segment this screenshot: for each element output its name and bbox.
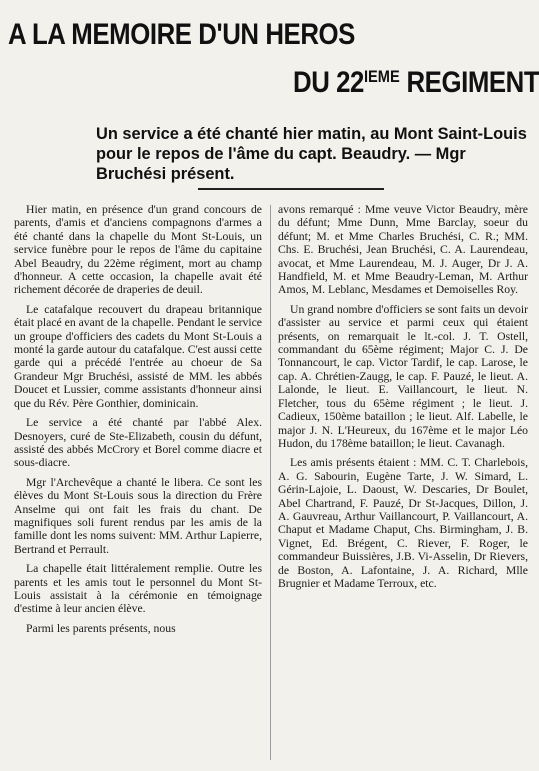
headline-line-1: A LA MEMOIRE D'UN HEROS (8, 18, 355, 51)
article-paragraph: Les amis présents étaient : MM. C. T. Charlebois, A. G. Sabourin, Eugène Tarte, J. W. Simard, L. Gérin-Lajoie, L. Daoust, W. Descaries, Dr Boulet, Abel Chartrand, F. Pauzé, Dr St-Jacques, Dillon, J. A. Gauvreau, Arthur Vaillancourt, P. Vaillancourt, A. Chaput et Madame Chaput, Chs. Birmingham, J. B. Vignet, Ed. Brégent, C. Riever, F. Roger, le commandeur Buissières, J.B. Vi-Asselin, Dr Rievers, de Boston, A. Lafontaine, J. A. Richard, Mlle Brugnier et Madame Terroux, etc. (278, 456, 528, 590)
article-paragraph: Parmi les parents présents, nous (26, 621, 176, 635)
article-paragraph: avons remarqué : Mme veuve Victor Beaudry, mère du défunt; Mme Dunn, Mme Barclay, soeur du défunt; M. et Mme Charles Bruchési, C. R.; MM. Chs. E. Bruchési, Jean Bruchési, C. A. Laurendeau, avocat, et Mme Laurendeau, M. J. Auger, Dr J. A. Handfield, M. et Mme Beaudry-Leman, M. Arthur Amos, M. Leblanc, Mesdames et Demoiselles Roy. (278, 203, 528, 297)
column-divider (270, 205, 271, 760)
article-column-right (278, 203, 528, 590)
headline-line-2-suffix: REGIMENT (399, 66, 539, 99)
section-divider (198, 188, 384, 190)
headline-line-2-prefix: DU 22 (293, 66, 364, 99)
article-paragraph: Le catafalque recouvert du drapeau britannique était placé en avant de la chapelle. Pendant le service un groupe d'officiers des cadets du Mont St-Louis a monté la garde autour du catafalque. C'est aussi cette garde qui a précédé l'entrée au choeur de Sa Grandeur Mgr Bruchési, assisté de MM. les abbés Doucet et Lussier, comme assistants d'honneur ainsi que du Rév. Père Gonthier, dominicain. (14, 302, 262, 410)
article-paragraph: Hier matin, en présence d'un grand concours de parents, d'amis et d'anciens compagnons d'armes a été chanté dans la chapelle du Mont St-Louis, un service funèbre pour le repos de l'âme du capitaine Abel Beaudry, du 22ème régiment, mort au champ d'honneur. A cette occasion, la chapelle avait été richement décorée de draperies de deuil. (14, 203, 262, 297)
article-column-left (14, 203, 262, 635)
article-paragraph: La chapelle était littéralement remplie. Outre les parents et les amis tout le personnel du Mont St-Louis assistait à la cérémonie en témoignage d'estime à leur ancien élève. (14, 562, 262, 616)
article-paragraph: Un grand nombre d'officiers se sont faits un devoir d'assister au service et parmi ceux qui étaient présents, on remarquait le lt.-col. J. T. Ostell, commandant du 65ème régiment; Major C. J. De Tonnancourt, le cap. Victor Tardif, le cap. Larose, le cap. A. Chrétien-Zaugg, le cap. F. Pauzé, le lieut. A. Lalonde, le lieut. E. Vaillancourt, le lieut. N. Fletcher, tous du 65ème régiment ; le lieut. J. Cadieux, 150ème bataillon ; le lieut. Alf. Labelle, le major J. N. L'Heureux, du 167ème et le major Léo Hudon, du 178ème bataillon; le lieut. Cavanagh. (278, 302, 528, 450)
article-paragraph: Le service a été chanté par l'abbé Alex. Desnoyers, curé de Ste-Elizabeth, cousin du défunt, assisté des abbés McCrory et Borel comme diacre et sous-diacre. (14, 416, 262, 470)
headline-line-2 (293, 66, 539, 100)
article-paragraph: Mgr l'Archevêque a chanté le libera. Ce sont les élèves du Mont St-Louis sous la direction du Frère Anselme qui ont fait les frais du chant. De magnifiques soli furent rendus par les amis de la famille dont les noms suivent: MM. Arthur Lapierre, Bertrand et Perrault. (14, 475, 262, 556)
subheadline: Un service a été chanté hier matin, au Mont Saint-Louis pour le repos de l'âme du capt. Beaudry. — Mgr Bruchési présent. (96, 125, 527, 183)
headline-superscript: IEME (363, 67, 400, 86)
